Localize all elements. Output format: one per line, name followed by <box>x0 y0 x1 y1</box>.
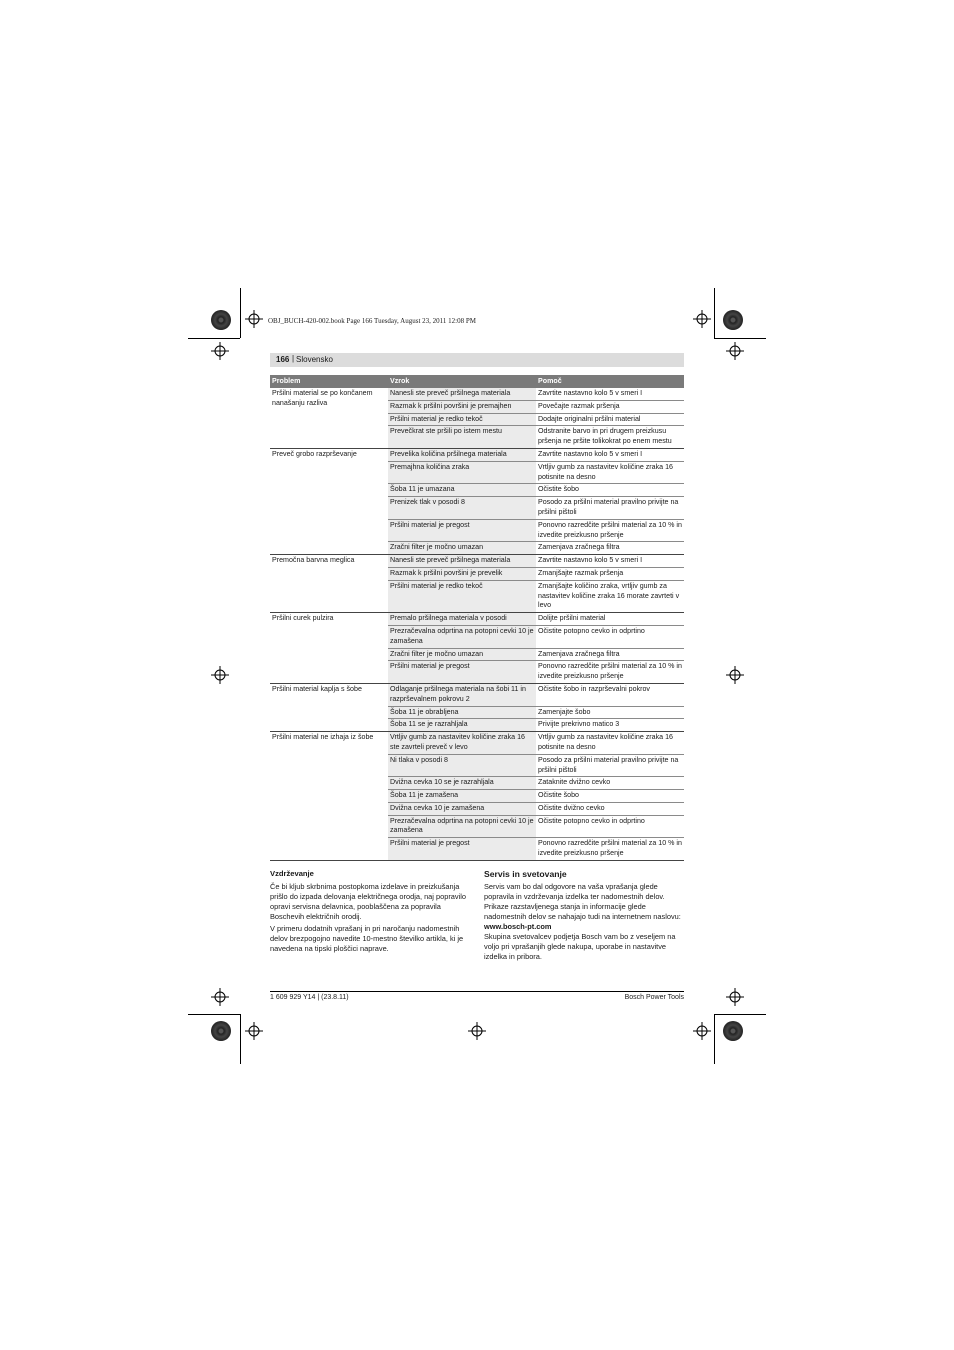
crop-mark <box>714 1014 766 1015</box>
crop-mark <box>240 288 241 338</box>
registration-mark-icon <box>211 666 229 684</box>
color-target-icon <box>211 1021 231 1041</box>
crop-mark <box>188 1014 240 1015</box>
cause-cell: Prezračevalna odprtina na potopni cevki 10 je zamašena <box>388 625 536 648</box>
remedy-cell: Vrtljiv gumb za nastavitev količine zraka 16 potisnite na desno <box>536 732 684 755</box>
problem-cell: Preveč grobo razprševanje <box>270 448 388 554</box>
cause-cell: Nanesli ste preveč pršilnega materiala <box>388 388 536 400</box>
cause-cell: Razmak k pršilni površini je prevelik <box>388 567 536 580</box>
remedy-cell: Zamenjava zračnega filtra <box>536 648 684 661</box>
remedy-cell: Zamenjajte šobo <box>536 706 684 719</box>
remedy-cell: Dodajte originalni pršilni material <box>536 413 684 426</box>
table-row <box>270 732 684 755</box>
color-target-icon <box>723 310 743 330</box>
service-heading: Servis in svetovanje <box>484 869 567 879</box>
cause-cell: Zračni filter je močno umazan <box>388 542 536 555</box>
cause-cell: Pršilni material je redko tekoč <box>388 413 536 426</box>
registration-mark-icon <box>245 310 263 328</box>
cause-cell: Pršilni material je pregost <box>388 838 536 861</box>
registration-mark-icon <box>211 988 229 1006</box>
remedy-cell: Vrtljiv gumb za nastavitev količine zraka 16 potisnite na desno <box>536 461 684 484</box>
remedy-cell: Zavrtite nastavno kolo 5 v smeri I <box>536 388 684 400</box>
remedy-cell: Ponovno razredčite pršilni material za 10 % in izvedite preizkusno pršenje <box>536 838 684 861</box>
remedy-cell: Privijte prekrivno matico 3 <box>536 719 684 732</box>
footer-divider <box>270 991 684 992</box>
maintenance-paragraph: Če bi kljub skrbnima postopkoma izdelave in preizkušanja prišlo do izpada delovanja električnega orodja, naj popravilo opravi servisna delavnica, pooblaščena za popravila Boschevih električnih orodij. <box>270 882 466 921</box>
cause-cell: Pršilni material je redko tekoč <box>388 580 536 612</box>
cause-cell: Pršilni material je pregost <box>388 661 536 684</box>
crop-mark <box>714 338 766 339</box>
color-target-icon <box>211 310 231 330</box>
registration-mark-icon <box>468 1022 486 1040</box>
footer-document-id: 1 609 929 Y14 | (23.8.11) <box>270 994 349 1001</box>
remedy-cell: Ponovno razredčite pršilni material za 10 % in izvedite preizkusno pršenje <box>536 519 684 542</box>
remedy-cell: Zataknite dvižno cevko <box>536 777 684 790</box>
crop-mark <box>188 338 240 339</box>
remedy-cell: Zmanjšajte količino zraka, vrtljiv gumb za nastavitev količine zraka 16 morate zavrteti v levo <box>536 580 684 612</box>
remedy-cell: Posodo za pršilni material pravilno privijte na pršilni pištoli <box>536 497 684 520</box>
column-header-problem: Problem <box>270 375 388 388</box>
problem-cell: Premočna barvna meglica <box>270 555 388 613</box>
remedy-cell: Povečajte razmak pršenja <box>536 400 684 413</box>
registration-mark-icon <box>693 1022 711 1040</box>
problem-cell: Pršilni material kaplja s šobe <box>270 683 388 731</box>
table-row <box>270 613 684 626</box>
problem-cell: Pršilni curek pulzira <box>270 613 388 684</box>
registration-mark-icon <box>726 666 744 684</box>
column-header-cause: Vzrok <box>388 375 536 388</box>
service-section <box>484 869 684 964</box>
footer-brand: Bosch Power Tools <box>624 994 684 1001</box>
maintenance-heading: Vzdrževanje <box>270 869 314 878</box>
registration-mark-icon <box>211 342 229 360</box>
cause-cell: Premalo pršilnega materiala v posodi <box>388 613 536 626</box>
table-header-row <box>270 375 684 388</box>
remedy-cell: Očistite dvižno cevko <box>536 802 684 815</box>
cause-cell: Šoba 11 je obrabljena <box>388 706 536 719</box>
service-link[interactable]: www.bosch-pt.com <box>484 922 552 931</box>
column-header-remedy: Pomoč <box>536 375 684 388</box>
cause-cell: Dvižna cevka 10 se je razrahljala <box>388 777 536 790</box>
registration-mark-icon <box>693 310 711 328</box>
troubleshooting-table <box>270 375 684 861</box>
remedy-cell: Dolijte pršilni material <box>536 613 684 626</box>
color-target-icon <box>723 1021 743 1041</box>
table-row <box>270 448 684 461</box>
page-header <box>270 353 684 367</box>
remedy-cell: Ponovno razredčite pršilni material za 10 % in izvedite preizkusno pršenje <box>536 661 684 684</box>
remedy-cell: Zmanjšajte razmak pršenja <box>536 567 684 580</box>
registration-mark-icon <box>245 1022 263 1040</box>
problem-cell: Pršilni material ne izhaja iz šobe <box>270 732 388 861</box>
service-paragraph: Skupina svetovalcev podjetja Bosch vam bo z veseljem na voljo pri vprašanjih glede nakupa, uporabe in nastavitve izdelka in pribora. <box>484 932 676 961</box>
cause-cell: Premajhna količina zraka <box>388 461 536 484</box>
cause-cell: Razmak k pršilni površini je premajhen <box>388 400 536 413</box>
print-info: OBJ_BUCH-420-002.book Page 166 Tuesday, August 23, 2011 12:08 PM <box>268 317 476 325</box>
registration-mark-icon <box>726 342 744 360</box>
cause-cell: Pršilni material je pregost <box>388 519 536 542</box>
service-paragraph: Servis vam bo dal odgovore na vaša vprašanja glede popravila in vzdrževanja izdelka ter nadomestnih delov. Prikaze razstavljenega stanja in informacije glede nadomestnih delov se nahajajo tudi na internetnem naslovu: <box>484 882 681 921</box>
problem-cell: Pršilni material se po končanem nanašanju razliva <box>270 388 388 448</box>
remedy-cell: Očistite šobo <box>536 790 684 803</box>
cause-cell: Šoba 11 se je razrahljala <box>388 719 536 732</box>
cause-cell: Odlaganje pršilnega materiala na šobi 11 in razprševalnem pokrovu 2 <box>388 683 536 706</box>
registration-mark-icon <box>726 988 744 1006</box>
remedy-cell: Odstranite barvo in pri drugem preizkusu pršenja ne pršite tolikokrat po enem mestu <box>536 426 684 449</box>
page-number: 166 <box>276 355 290 364</box>
table-row <box>270 555 684 568</box>
cause-cell: Nanesli ste preveč pršilnega materiala <box>388 555 536 568</box>
crop-mark <box>240 1014 241 1064</box>
cause-cell: Šoba 11 je zamašena <box>388 790 536 803</box>
cause-cell: Dvižna cevka 10 je zamašena <box>388 802 536 815</box>
cause-cell: Prenizek tlak v posodi 8 <box>388 497 536 520</box>
cause-cell: Zračni filter je močno umazan <box>388 648 536 661</box>
remedy-cell: Očistite potopno cevko in odprtino <box>536 815 684 838</box>
table-row <box>270 388 684 400</box>
remedy-cell: Posodo za pršilni material pravilno privijte na pršilni pištoli <box>536 754 684 777</box>
cause-cell: Vrtljiv gumb za nastavitev količine zraka 16 ste zavrteli preveč v levo <box>388 732 536 755</box>
crop-mark <box>714 288 715 338</box>
maintenance-paragraph: V primeru dodatnih vprašanj in pri naročanju nadomestnih delov brezpogojno navedite 10-mestno številko artikla, ki je navedena na tipski ploščici naprave. <box>270 924 464 953</box>
cause-cell: Ni tlaka v posodi 8 <box>388 754 536 777</box>
header-separator: | <box>292 354 295 363</box>
remedy-cell: Očistite šobo in razprševalni pokrov <box>536 683 684 706</box>
cause-cell: Prevečkrat ste pršili po istem mestu <box>388 426 536 449</box>
cause-cell: Šoba 11 je umazana <box>388 484 536 497</box>
remedy-cell: Zavrtite nastavno kolo 5 v smeri I <box>536 448 684 461</box>
maintenance-section <box>270 869 470 956</box>
remedy-cell: Očistite šobo <box>536 484 684 497</box>
table-row <box>270 683 684 706</box>
section-name: Slovensko <box>296 355 333 364</box>
remedy-cell: Zavrtite nastavno kolo 5 v smeri I <box>536 555 684 568</box>
crop-mark <box>714 1014 715 1064</box>
remedy-cell: Očistite potopno cevko in odprtino <box>536 625 684 648</box>
cause-cell: Prezračevalna odprtina na potopni cevki 10 je zamašena <box>388 815 536 838</box>
remedy-cell: Zamenjava zračnega filtra <box>536 542 684 555</box>
cause-cell: Prevelika količina pršilnega materiala <box>388 448 536 461</box>
